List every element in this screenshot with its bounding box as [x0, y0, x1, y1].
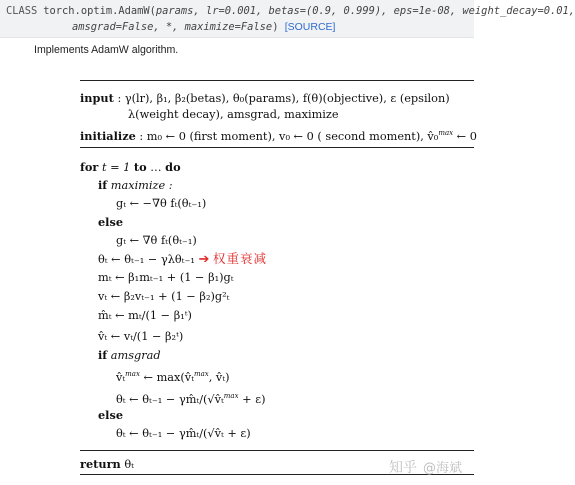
initialize-line — [80, 126, 477, 144]
line-weight-decay — [98, 252, 267, 267]
initialize-keyword: initialize — [80, 128, 136, 143]
return-value: θₜ — [124, 458, 134, 471]
input-keyword: input — [80, 91, 114, 105]
else-line-1: else — [98, 215, 124, 229]
if-keyword: if — [98, 178, 108, 192]
algorithm-box — [80, 80, 477, 480]
class-label: CLASS — [6, 5, 38, 17]
do-keyword: do — [165, 160, 181, 174]
line-second-moment: vₜ ← β₂vₜ₋₁ + (1 − β₂)g²ₜ — [98, 290, 230, 303]
signature-line-2 — [6, 19, 474, 35]
signature-line-1 — [6, 3, 575, 19]
annotation-weight-decay: 权重衰减 — [213, 251, 268, 266]
if-amsgrad-cond: amsgrad — [110, 349, 161, 362]
initialize-tail: ← 0 — [453, 129, 477, 143]
v-max-sup-1: max — [125, 370, 140, 378]
for-range-dots: … — [150, 161, 162, 174]
annotation-arrow-icon: ➔ — [198, 252, 210, 267]
zhihu-logo: 知乎 — [388, 460, 417, 476]
signature-params-1: params, lr=0.001, betas=(0.9, 0.999), eps=1e-08, weight_decay=0.01, — [155, 5, 575, 17]
if-maximize-cond: maximize : — [110, 179, 173, 192]
return-line — [80, 457, 134, 472]
class-name: torch.optim.AdamW( — [43, 5, 156, 17]
watermark-user: @海斌 — [422, 461, 462, 476]
v-max-lhs: v̂ₜ — [116, 370, 126, 384]
input-params-2: λ(weight decay), amsgrad, maximize — [128, 108, 339, 121]
theta-amsgrad-tail: + ε) — [238, 392, 266, 406]
if-keyword-2: if — [98, 348, 108, 362]
theta-amsgrad-formula: θₜ ← θₜ₋₁ − γm̂ₜ/(√v̂ₜ — [116, 392, 224, 406]
else-line-2: else — [98, 408, 124, 422]
signature-params-2: amsgrad=False, *, maximize=False — [72, 21, 273, 33]
initialize-max-sup: max — [438, 129, 454, 137]
v-max-tail: , v̂ₜ) — [208, 370, 230, 384]
line-grad: gₜ ← ∇θ fₜ(θₜ₋₁) — [116, 234, 197, 247]
to-keyword: to — [133, 160, 147, 174]
watermark — [389, 457, 462, 477]
input-line-2 — [128, 108, 339, 122]
for-keyword: for — [80, 160, 99, 174]
return-keyword: return — [80, 457, 121, 471]
bottom-rule-1 — [80, 450, 474, 451]
if-maximize-line — [98, 178, 173, 193]
line-v-max — [116, 367, 230, 385]
line-first-moment: mₜ ← β₁mₜ₋₁ + (1 − β₁)gₜ — [98, 271, 234, 284]
top-rule — [80, 80, 474, 81]
signature-close-paren: ) — [272, 21, 279, 33]
v-max-sup-2: max — [193, 370, 209, 378]
if-amsgrad-line — [98, 348, 161, 363]
for-range-start: t = 1 — [101, 161, 131, 174]
theta-amsgrad-sup: max — [223, 392, 239, 400]
line-theta-update: θₜ ← θₜ₋₁ − γm̂ₜ/(√v̂ₜ + ε) — [116, 427, 251, 440]
line-theta-amsgrad — [116, 389, 265, 407]
mid-rule — [80, 147, 474, 148]
weight-decay-formula: θₜ ← θₜ₋₁ − γλθₜ₋₁ — [98, 253, 195, 266]
input-params-1: : γ(lr), β₁, β₂(betas), θ₀(params), f(θ)(objective), ε (epsilon) — [117, 92, 450, 105]
line-m-hat: m̂ₜ ← mₜ/(1 − β₁ᵗ) — [98, 309, 192, 322]
api-signature — [0, 0, 575, 38]
line-v-hat: v̂ₜ ← vₜ/(1 − β₂ᵗ) — [98, 330, 184, 343]
line-grad-neg: gₜ ← −∇θ fₜ(θₜ₋₁) — [116, 197, 207, 210]
initialize-params: : m₀ ← 0 (first moment), v₀ ← 0 ( second moment), v̂₀ — [139, 129, 439, 143]
v-max-func: ← max(v̂ₜ — [139, 370, 194, 384]
source-link[interactable]: [SOURCE] — [284, 21, 336, 33]
description: Implements AdamW algorithm. — [34, 44, 179, 56]
for-line — [80, 160, 181, 175]
input-line-1 — [80, 91, 450, 106]
